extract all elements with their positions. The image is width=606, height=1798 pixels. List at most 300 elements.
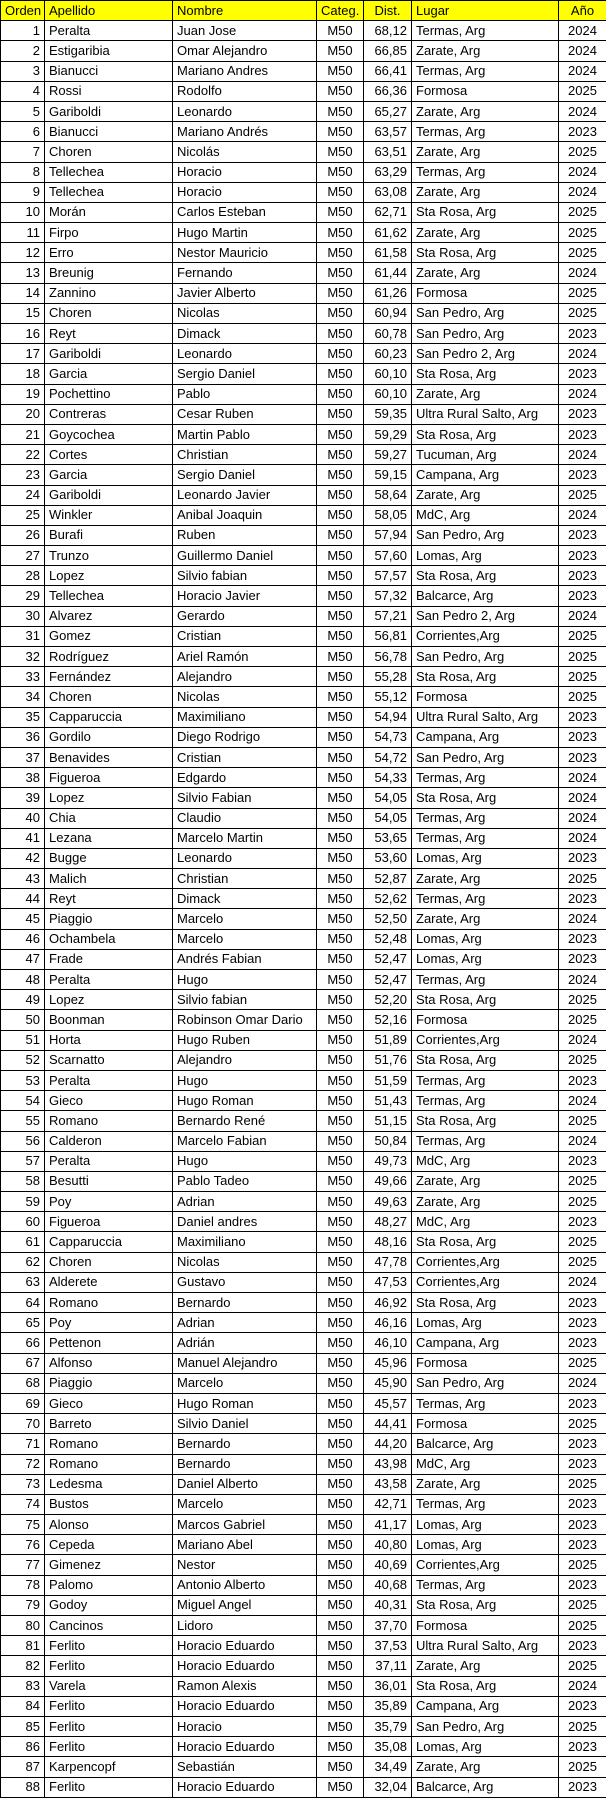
table-row: [1, 808, 606, 828]
cell-anio: 2024: [559, 1373, 606, 1393]
cell-dist: 48,16: [364, 1232, 412, 1252]
cell-dist: 55,28: [364, 667, 412, 687]
cell-nombre: Robinson Omar Dario: [173, 1010, 317, 1030]
cell-lugar: Ultra Rural Salto, Arg: [412, 404, 559, 424]
cell-lugar: Corrientes,Arg: [412, 1272, 559, 1292]
cell-categ: M50: [317, 243, 364, 263]
cell-nombre: Hugo: [173, 1070, 317, 1090]
cell-categ: M50: [317, 61, 364, 81]
cell-apellido: Barreto: [45, 1414, 173, 1434]
cell-lugar: San Pedro, Arg: [412, 1373, 559, 1393]
cell-apellido: Ochambela: [45, 929, 173, 949]
cell-anio: 2025: [559, 142, 606, 162]
cell-anio: 2025: [559, 1474, 606, 1494]
cell-orden: 73: [1, 1474, 45, 1494]
table-row: [1, 303, 606, 323]
cell-nombre: Leonardo: [173, 848, 317, 868]
cell-dist: 43,98: [364, 1454, 412, 1474]
cell-anio: 2023: [559, 324, 606, 344]
cell-dist: 57,94: [364, 525, 412, 545]
cell-categ: M50: [317, 283, 364, 303]
cell-anio: 2025: [559, 1171, 606, 1191]
cell-apellido: Malich: [45, 869, 173, 889]
cell-apellido: Romano: [45, 1293, 173, 1313]
cell-categ: M50: [317, 1010, 364, 1030]
cell-orden: 13: [1, 263, 45, 283]
header-dist: Dist.: [364, 1, 412, 21]
cell-anio: 2023: [559, 1575, 606, 1595]
cell-dist: 60,78: [364, 324, 412, 344]
cell-anio: 2025: [559, 647, 606, 667]
cell-orden: 41: [1, 828, 45, 848]
cell-dist: 32,04: [364, 1777, 412, 1797]
cell-nombre: Sergio Daniel: [173, 364, 317, 384]
cell-apellido: Ledesma: [45, 1474, 173, 1494]
cell-categ: M50: [317, 1393, 364, 1413]
cell-orden: 69: [1, 1393, 45, 1413]
cell-anio: 2023: [559, 1737, 606, 1757]
cell-nombre: Bernardo: [173, 1293, 317, 1313]
cell-orden: 72: [1, 1454, 45, 1474]
cell-lugar: Zarate, Arg: [412, 1656, 559, 1676]
table-row: [1, 1494, 606, 1514]
cell-anio: 2025: [559, 81, 606, 101]
cell-lugar: Sta Rosa, Arg: [412, 566, 559, 586]
table-row: [1, 1091, 606, 1111]
cell-categ: M50: [317, 162, 364, 182]
cell-nombre: Gerardo: [173, 606, 317, 626]
cell-dist: 57,32: [364, 586, 412, 606]
cell-nombre: Hugo: [173, 970, 317, 990]
header-nombre: Nombre: [173, 1, 317, 21]
table-row: [1, 889, 606, 909]
cell-apellido: Karpencopf: [45, 1757, 173, 1777]
table-row: [1, 1252, 606, 1272]
cell-anio: 2025: [559, 1616, 606, 1636]
cell-categ: M50: [317, 1616, 364, 1636]
table-row: [1, 586, 606, 606]
cell-lugar: Sta Rosa, Arg: [412, 202, 559, 222]
cell-nombre: Nestor Mauricio: [173, 243, 317, 263]
cell-categ: M50: [317, 1030, 364, 1050]
table-row: [1, 1656, 606, 1676]
cell-lugar: Campana, Arg: [412, 1696, 559, 1716]
cell-lugar: Lomas, Arg: [412, 546, 559, 566]
cell-categ: M50: [317, 1555, 364, 1575]
table-row: [1, 566, 606, 586]
table-row: [1, 1414, 606, 1434]
cell-lugar: Zarate, Arg: [412, 1757, 559, 1777]
cell-apellido: Gariboldi: [45, 101, 173, 121]
cell-apellido: Choren: [45, 142, 173, 162]
cell-apellido: Poy: [45, 1313, 173, 1333]
cell-orden: 55: [1, 1111, 45, 1131]
cell-apellido: Boonman: [45, 1010, 173, 1030]
cell-dist: 54,05: [364, 808, 412, 828]
cell-nombre: Hugo Roman: [173, 1393, 317, 1413]
cell-orden: 38: [1, 768, 45, 788]
cell-anio: 2024: [559, 828, 606, 848]
cell-orden: 1: [1, 21, 45, 41]
cell-categ: M50: [317, 788, 364, 808]
cell-nombre: Ramon Alexis: [173, 1676, 317, 1696]
cell-categ: M50: [317, 1636, 364, 1656]
cell-orden: 88: [1, 1777, 45, 1797]
cell-dist: 37,53: [364, 1636, 412, 1656]
cell-anio: 2025: [559, 1595, 606, 1615]
cell-dist: 45,96: [364, 1353, 412, 1373]
cell-categ: M50: [317, 505, 364, 525]
table-row: [1, 465, 606, 485]
cell-nombre: Gustavo: [173, 1272, 317, 1292]
cell-dist: 58,05: [364, 505, 412, 525]
cell-apellido: Gomez: [45, 626, 173, 646]
cell-orden: 8: [1, 162, 45, 182]
cell-anio: 2023: [559, 707, 606, 727]
cell-lugar: Lomas, Arg: [412, 949, 559, 969]
cell-dist: 57,21: [364, 606, 412, 626]
cell-nombre: Mariano Andres: [173, 61, 317, 81]
table-row: [1, 747, 606, 767]
cell-dist: 65,27: [364, 101, 412, 121]
cell-apellido: Bugge: [45, 848, 173, 868]
cell-apellido: Firpo: [45, 223, 173, 243]
cell-nombre: Nicolas: [173, 687, 317, 707]
cell-apellido: Godoy: [45, 1595, 173, 1615]
cell-categ: M50: [317, 1353, 364, 1373]
table-row: [1, 445, 606, 465]
cell-apellido: Cancinos: [45, 1616, 173, 1636]
cell-anio: 2023: [559, 1454, 606, 1474]
table-row: [1, 21, 606, 41]
table-row: [1, 828, 606, 848]
cell-lugar: San Pedro, Arg: [412, 1716, 559, 1736]
cell-apellido: Calderon: [45, 1131, 173, 1151]
cell-categ: M50: [317, 1777, 364, 1797]
cell-orden: 71: [1, 1434, 45, 1454]
cell-orden: 32: [1, 647, 45, 667]
cell-anio: 2023: [559, 949, 606, 969]
cell-lugar: Sta Rosa, Arg: [412, 667, 559, 687]
table-row: [1, 384, 606, 404]
cell-anio: 2023: [559, 889, 606, 909]
cell-orden: 84: [1, 1696, 45, 1716]
cell-categ: M50: [317, 1454, 364, 1474]
cell-dist: 49,73: [364, 1151, 412, 1171]
table-row: [1, 61, 606, 81]
cell-dist: 40,80: [364, 1535, 412, 1555]
cell-categ: M50: [317, 1151, 364, 1171]
cell-apellido: Alderete: [45, 1272, 173, 1292]
cell-lugar: Corrientes,Arg: [412, 1555, 559, 1575]
cell-nombre: Christian: [173, 445, 317, 465]
cell-nombre: Horacio Eduardo: [173, 1777, 317, 1797]
cell-dist: 61,44: [364, 263, 412, 283]
cell-dist: 66,41: [364, 61, 412, 81]
cell-lugar: Campana, Arg: [412, 1333, 559, 1353]
cell-apellido: Lopez: [45, 566, 173, 586]
cell-apellido: Romano: [45, 1111, 173, 1131]
cell-nombre: Horacio: [173, 1716, 317, 1736]
cell-categ: M50: [317, 81, 364, 101]
cell-lugar: Zarate, Arg: [412, 1192, 559, 1212]
cell-apellido: Peralta: [45, 970, 173, 990]
cell-categ: M50: [317, 1595, 364, 1615]
header-anio: Año: [559, 1, 606, 21]
cell-apellido: Gariboldi: [45, 485, 173, 505]
cell-apellido: Gieco: [45, 1091, 173, 1111]
table-row: [1, 505, 606, 525]
cell-lugar: Lomas, Arg: [412, 1313, 559, 1333]
cell-dist: 51,59: [364, 1070, 412, 1090]
cell-categ: M50: [317, 263, 364, 283]
cell-orden: 80: [1, 1616, 45, 1636]
table-row: [1, 223, 606, 243]
cell-lugar: Zarate, Arg: [412, 384, 559, 404]
cell-categ: M50: [317, 586, 364, 606]
cell-lugar: Termas, Arg: [412, 162, 559, 182]
table-row: [1, 1192, 606, 1212]
cell-lugar: Formosa: [412, 81, 559, 101]
cell-categ: M50: [317, 1373, 364, 1393]
cell-categ: M50: [317, 424, 364, 444]
cell-anio: 2023: [559, 1535, 606, 1555]
cell-anio: 2024: [559, 445, 606, 465]
cell-dist: 42,71: [364, 1494, 412, 1514]
cell-apellido: Ferlito: [45, 1636, 173, 1656]
cell-orden: 3: [1, 61, 45, 81]
cell-lugar: Zarate, Arg: [412, 142, 559, 162]
cell-dist: 51,15: [364, 1111, 412, 1131]
cell-dist: 59,29: [364, 424, 412, 444]
cell-categ: M50: [317, 747, 364, 767]
cell-nombre: Horacio Eduardo: [173, 1636, 317, 1656]
cell-apellido: Alfonso: [45, 1353, 173, 1373]
cell-categ: M50: [317, 485, 364, 505]
cell-orden: 83: [1, 1676, 45, 1696]
cell-nombre: Silvio Daniel: [173, 1414, 317, 1434]
cell-lugar: MdC, Arg: [412, 1212, 559, 1232]
cell-anio: 2024: [559, 505, 606, 525]
cell-orden: 23: [1, 465, 45, 485]
header-categ: Categ.: [317, 1, 364, 21]
cell-lugar: Ultra Rural Salto, Arg: [412, 707, 559, 727]
cell-anio: 2024: [559, 41, 606, 61]
table-row: [1, 1676, 606, 1696]
cell-orden: 45: [1, 909, 45, 929]
cell-apellido: Poy: [45, 1192, 173, 1212]
cell-lugar: Sta Rosa, Arg: [412, 1595, 559, 1615]
cell-nombre: Nicolás: [173, 142, 317, 162]
cell-nombre: Sergio Daniel: [173, 465, 317, 485]
cell-categ: M50: [317, 889, 364, 909]
cell-nombre: Marcelo: [173, 929, 317, 949]
cell-lugar: Sta Rosa, Arg: [412, 243, 559, 263]
cell-dist: 47,53: [364, 1272, 412, 1292]
cell-dist: 53,65: [364, 828, 412, 848]
cell-categ: M50: [317, 182, 364, 202]
cell-apellido: Alvarez: [45, 606, 173, 626]
cell-orden: 35: [1, 707, 45, 727]
cell-anio: 2024: [559, 606, 606, 626]
cell-apellido: Varela: [45, 1676, 173, 1696]
cell-nombre: Cesar Ruben: [173, 404, 317, 424]
header-orden: Orden: [1, 1, 45, 21]
cell-nombre: Rodolfo: [173, 81, 317, 101]
cell-anio: 2025: [559, 1111, 606, 1131]
cell-apellido: Peralta: [45, 1070, 173, 1090]
cell-nombre: Nicolas: [173, 1252, 317, 1272]
cell-dist: 40,31: [364, 1595, 412, 1615]
cell-categ: M50: [317, 303, 364, 323]
table-row: [1, 1777, 606, 1797]
cell-orden: 7: [1, 142, 45, 162]
cell-categ: M50: [317, 1656, 364, 1676]
cell-categ: M50: [317, 1050, 364, 1070]
cell-apellido: Bustos: [45, 1494, 173, 1514]
table-row: [1, 142, 606, 162]
cell-apellido: Choren: [45, 687, 173, 707]
cell-orden: 14: [1, 283, 45, 303]
cell-lugar: Zarate, Arg: [412, 869, 559, 889]
table-row: [1, 243, 606, 263]
cell-lugar: Balcarce, Arg: [412, 1434, 559, 1454]
cell-orden: 20: [1, 404, 45, 424]
cell-orden: 18: [1, 364, 45, 384]
cell-lugar: San Pedro, Arg: [412, 525, 559, 545]
table-row: [1, 404, 606, 424]
cell-dist: 45,57: [364, 1393, 412, 1413]
cell-anio: 2024: [559, 384, 606, 404]
cell-anio: 2025: [559, 223, 606, 243]
cell-dist: 66,36: [364, 81, 412, 101]
cell-orden: 37: [1, 747, 45, 767]
cell-apellido: Piaggio: [45, 1373, 173, 1393]
cell-apellido: Garcia: [45, 465, 173, 485]
cell-categ: M50: [317, 1171, 364, 1191]
cell-anio: 2023: [559, 1393, 606, 1413]
cell-dist: 54,73: [364, 727, 412, 747]
cell-anio: 2024: [559, 808, 606, 828]
cell-lugar: Lomas, Arg: [412, 1737, 559, 1757]
cell-apellido: Reyt: [45, 324, 173, 344]
cell-nombre: Silvio Fabian: [173, 788, 317, 808]
table-row: [1, 667, 606, 687]
table-row: [1, 263, 606, 283]
cell-nombre: Bernardo: [173, 1434, 317, 1454]
table-row: [1, 1010, 606, 1030]
cell-lugar: MdC, Arg: [412, 1454, 559, 1474]
cell-categ: M50: [317, 727, 364, 747]
cell-orden: 64: [1, 1293, 45, 1313]
cell-apellido: Ferlito: [45, 1737, 173, 1757]
cell-dist: 52,20: [364, 990, 412, 1010]
cell-anio: 2025: [559, 283, 606, 303]
cell-categ: M50: [317, 1091, 364, 1111]
cell-lugar: Lomas, Arg: [412, 1515, 559, 1535]
cell-lugar: Zarate, Arg: [412, 1171, 559, 1191]
cell-anio: 2024: [559, 61, 606, 81]
cell-anio: 2023: [559, 1070, 606, 1090]
cell-dist: 41,17: [364, 1515, 412, 1535]
cell-apellido: Romano: [45, 1434, 173, 1454]
cell-nombre: Miguel Angel: [173, 1595, 317, 1615]
cell-anio: 2025: [559, 303, 606, 323]
cell-lugar: Sta Rosa, Arg: [412, 1676, 559, 1696]
table-row: [1, 1232, 606, 1252]
cell-categ: M50: [317, 1575, 364, 1595]
cell-apellido: Fernández: [45, 667, 173, 687]
cell-nombre: Leonardo: [173, 344, 317, 364]
cell-apellido: Reyt: [45, 889, 173, 909]
cell-dist: 60,10: [364, 384, 412, 404]
cell-anio: 2024: [559, 1676, 606, 1696]
cell-dist: 37,70: [364, 1616, 412, 1636]
cell-dist: 49,63: [364, 1192, 412, 1212]
cell-anio: 2025: [559, 202, 606, 222]
cell-dist: 52,48: [364, 929, 412, 949]
cell-categ: M50: [317, 122, 364, 142]
cell-orden: 63: [1, 1272, 45, 1292]
cell-apellido: Ferlito: [45, 1777, 173, 1797]
cell-categ: M50: [317, 101, 364, 121]
cell-categ: M50: [317, 1272, 364, 1292]
cell-lugar: Ultra Rural Salto, Arg: [412, 1636, 559, 1656]
cell-dist: 52,62: [364, 889, 412, 909]
cell-lugar: Termas, Arg: [412, 889, 559, 909]
cell-lugar: Formosa: [412, 283, 559, 303]
cell-anio: 2025: [559, 869, 606, 889]
cell-categ: M50: [317, 606, 364, 626]
cell-anio: 2025: [559, 667, 606, 687]
cell-orden: 6: [1, 122, 45, 142]
cell-categ: M50: [317, 1757, 364, 1777]
cell-anio: 2023: [559, 1494, 606, 1514]
cell-categ: M50: [317, 21, 364, 41]
cell-dist: 56,78: [364, 647, 412, 667]
cell-anio: 2025: [559, 1353, 606, 1373]
cell-orden: 79: [1, 1595, 45, 1615]
cell-anio: 2023: [559, 546, 606, 566]
cell-orden: 78: [1, 1575, 45, 1595]
cell-lugar: Termas, Arg: [412, 808, 559, 828]
cell-anio: 2024: [559, 1272, 606, 1292]
table-row: [1, 364, 606, 384]
cell-lugar: MdC, Arg: [412, 1151, 559, 1171]
cell-categ: M50: [317, 465, 364, 485]
cell-dist: 63,08: [364, 182, 412, 202]
cell-nombre: Daniel andres: [173, 1212, 317, 1232]
cell-orden: 25: [1, 505, 45, 525]
cell-orden: 75: [1, 1515, 45, 1535]
cell-anio: 2024: [559, 1091, 606, 1111]
cell-lugar: Sta Rosa, Arg: [412, 1050, 559, 1070]
cell-apellido: Bianucci: [45, 61, 173, 81]
cell-dist: 54,33: [364, 768, 412, 788]
cell-categ: M50: [317, 223, 364, 243]
cell-apellido: Figueroa: [45, 1212, 173, 1232]
table-row: [1, 101, 606, 121]
table-row: [1, 1515, 606, 1535]
cell-apellido: Gariboldi: [45, 344, 173, 364]
cell-lugar: MdC, Arg: [412, 505, 559, 525]
cell-lugar: Sta Rosa, Arg: [412, 1232, 559, 1252]
cell-dist: 54,72: [364, 747, 412, 767]
cell-lugar: Sta Rosa, Arg: [412, 364, 559, 384]
cell-categ: M50: [317, 768, 364, 788]
cell-nombre: Marcos Gabriel: [173, 1515, 317, 1535]
cell-apellido: Scarnatto: [45, 1050, 173, 1070]
